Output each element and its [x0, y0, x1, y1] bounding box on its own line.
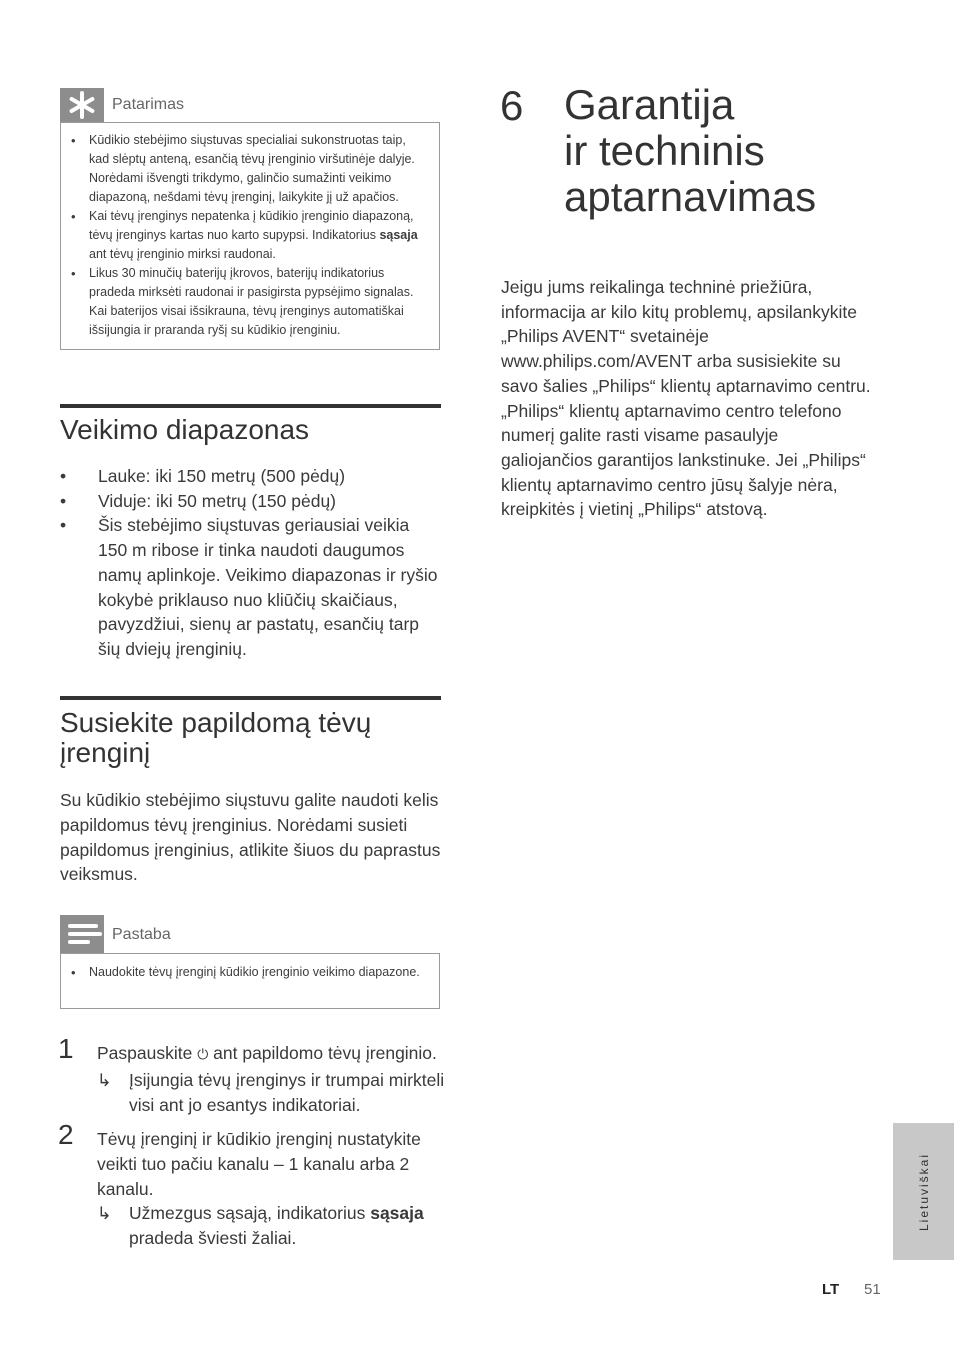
- tip-list: [61, 123, 439, 340]
- step-2: [97, 1127, 437, 1251]
- chapter-title-line: Garantija: [564, 81, 735, 128]
- result-arrow-icon: ↳: [97, 1069, 112, 1090]
- step-text: ant papildomo tėvų įrenginio.: [208, 1043, 437, 1063]
- range-list-container: [60, 464, 442, 662]
- tip-asterisk-icon: [60, 88, 104, 122]
- side-tab-label: Lietuviškai: [916, 1152, 931, 1231]
- chapter-title: [564, 82, 894, 220]
- result-text: Įsijungia tėvų įrenginys ir trumpai mirkteli visi ant jo esantys indikatoriai.: [129, 1069, 445, 1115]
- footer-language: LT: [822, 1281, 840, 1298]
- tip-item: • Likus 30 minučių baterijų įkrovos, baterijų indikatorius pradeda mirksėti raudonai ir pasigirsta pypsėjimo signalas. Kai baterijos visai išsikrauna, tėvų įrenginys automatiškai išsijungia ir praranda ryšį su kūdikio įrenginiu.: [89, 264, 429, 340]
- note-label: Pastaba: [112, 926, 171, 943]
- chapter-number: 6: [500, 82, 524, 129]
- note-header: [60, 915, 441, 953]
- step-text: Paspauskite: [97, 1043, 198, 1063]
- range-list: [60, 464, 442, 662]
- tip-item-text: Kai tėvų įrenginys nepatenka į kūdikio įrenginio diapazoną, tėvų įrenginys kartas nuo karto supypsi. Indikatorius: [89, 209, 414, 242]
- step-2-result: [97, 1201, 437, 1251]
- tip-item: • Kūdikio stebėjimo siųstuvas specialiai sukonstruotas taip, kad slėptų anteną, esančią tėvų įrenginio viršutinėje dalyje. Norėdami išvengti trikdymo, galinčio sumažinti veikimo diapazoną, nešdami tėvų įrenginį, laikykite jį už apačios.: [89, 131, 429, 207]
- step-1-instruction: [97, 1041, 447, 1068]
- power-icon: ⏻: [197, 1047, 209, 1063]
- connect-paragraph: Su kūdikio stebėjimo siųstuvu galite naudoti kelis papildomus tėvų įrenginius. Norėdami susieti papildomus įrenginius, atlikite šiuos du paprastus veiksmus.: [60, 790, 441, 885]
- result-bold: sąsaja: [370, 1203, 424, 1224]
- section-rule: [60, 404, 441, 408]
- step-1: [97, 1041, 447, 1117]
- tip-box: [60, 122, 440, 350]
- range-item: • Viduje: iki 50 metrų (150 pėdų): [60, 489, 442, 514]
- step-1-result: [97, 1068, 447, 1118]
- range-item: • Šis stebėjimo siųstuvas geriausiai veikia 150 m ribose ir tinka naudoti daugumos namų aplinkoje. Veikimo diapazonas ir ryšio kokybė priklauso nuo kliūčių skaičiaus, pavyzdžiui, sienų ar pastatų, esančių tarp šių dviejų įrenginių.: [60, 513, 442, 661]
- chapter-title-line: aptarnavimas: [564, 173, 817, 220]
- result-text: pradeda šviesti žaliai.: [129, 1228, 297, 1249]
- result-arrow-icon: ↳: [97, 1203, 112, 1224]
- note-item: • Naudokite tėvų įrenginį kūdikio įrenginio veikimo diapazone.: [89, 963, 429, 982]
- connect-title-line: įrenginį: [60, 737, 151, 768]
- step-number: 2: [58, 1119, 74, 1150]
- tip-label: Patarimas: [112, 96, 185, 113]
- step-2-instruction: Tėvų įrenginį ir kūdikio įrenginį nustatykite veikti tuo pačiu kanalu – 1 kanalu arba 2 kanalu.: [97, 1129, 421, 1199]
- note-lines-icon: [60, 915, 104, 953]
- tip-item: [89, 207, 429, 264]
- tip-item-text: ant tėvų įrenginio mirksi raudonai.: [89, 247, 276, 261]
- note-list: [61, 954, 439, 982]
- tip-header: [60, 88, 441, 122]
- warranty-paragraph: Jeigu jums reikalinga techninė priežiūra, informacija ar kilo kitų problemų, apsilankykite „Philips AVENT“ svetainėje www.philips.com/AVENT arba susisiekite su savo šalies „Philips“ klientų aptarnavimo centru. „Philips“ klientų aptarnavimo centro telefono numerį galite rasti visame pasaulyje galiojančios garantijos lankstinuke. Jei „Philips“ klientų aptarnavimo centro jūsų šalyje nėra, kreipkitės į vietinį „Philips“ atstovą.: [501, 277, 871, 520]
- connect-title-line: Susiekite papildomą tėvų: [60, 707, 372, 738]
- chapter-title-line: ir techninis: [564, 127, 765, 174]
- language-side-tab: [893, 1123, 954, 1260]
- range-item: • Lauke: iki 150 metrų (500 pėdų): [60, 464, 442, 489]
- page-number: 51: [864, 1281, 881, 1298]
- note-box: [60, 953, 440, 1009]
- range-title: Veikimo diapazonas: [60, 414, 310, 445]
- connect-title: [60, 708, 371, 768]
- section-rule: [60, 696, 441, 700]
- result-text: Užmezgus sąsają, indikatorius: [129, 1203, 371, 1224]
- tip-item-bold: sąsaja: [379, 228, 418, 242]
- step-number: 1: [58, 1033, 74, 1064]
